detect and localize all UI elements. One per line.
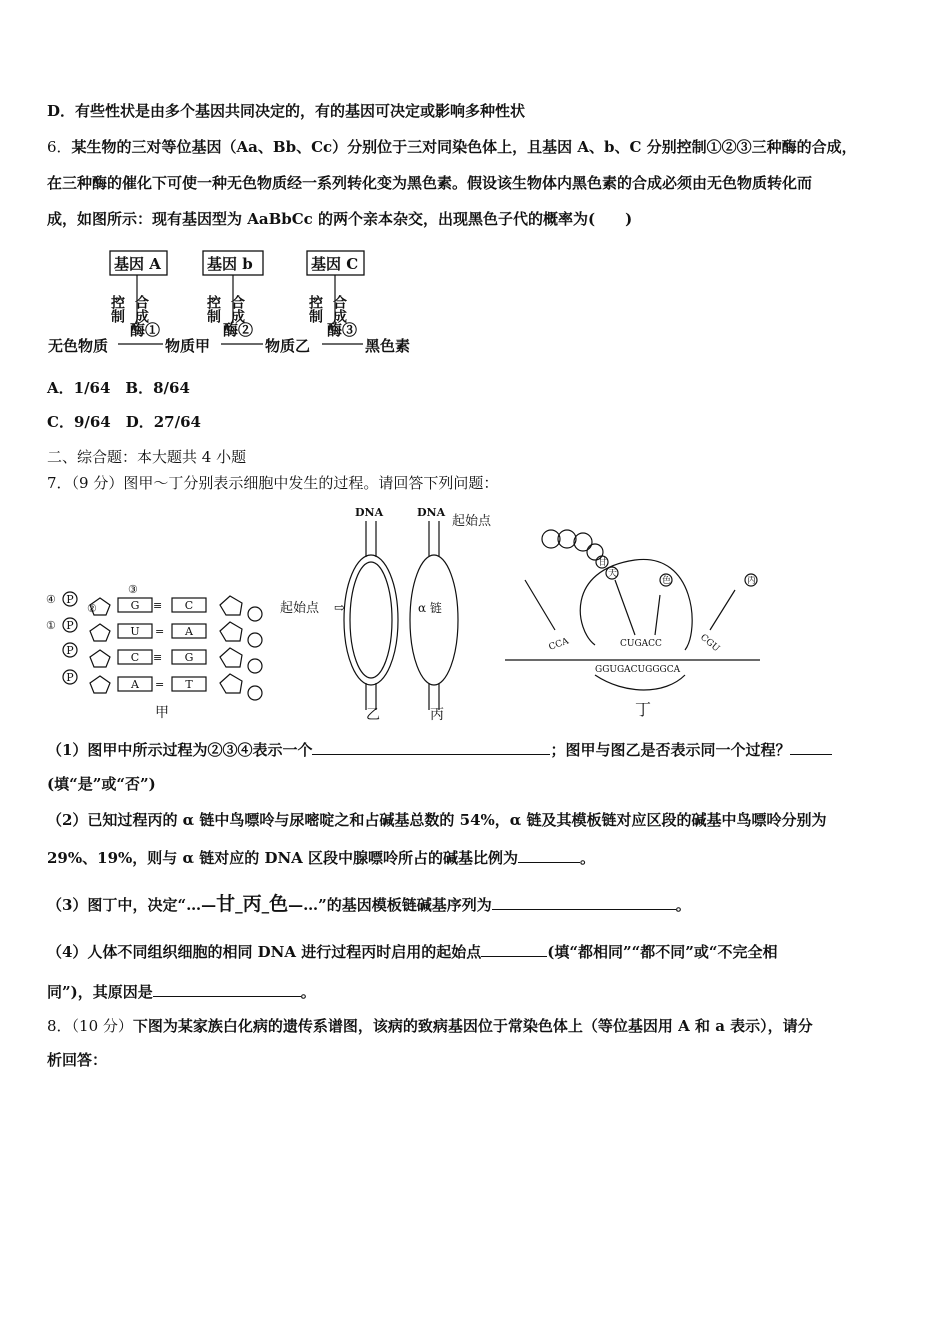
q7-number: 7． xyxy=(47,474,72,492)
label-1: ① xyxy=(46,619,56,632)
alpha-chain-label: α 链 xyxy=(418,601,442,615)
q6-options-ab: A．1/64 B．8/64 xyxy=(47,379,190,397)
gene-c-label: 基因 C xyxy=(311,255,359,273)
enzyme-pathway-diagram xyxy=(45,245,435,360)
q7-text: 图甲～丁分别表示细胞中发生的过程。请回答下列问题： xyxy=(123,474,499,492)
figure-ding-translation xyxy=(495,520,785,720)
enzyme-2-label: 酶② xyxy=(223,321,254,339)
svg-text:≡: ≡ xyxy=(153,599,163,612)
answer-blank-1b[interactable] xyxy=(790,738,832,755)
amino-bing-glyph: 丙 xyxy=(242,893,262,915)
synth-label: 合成 xyxy=(331,295,347,323)
svg-text:P: P xyxy=(66,619,74,632)
answer-blank-4a[interactable] xyxy=(481,940,547,957)
caption-bing: 丙 xyxy=(430,707,444,723)
q7-stem xyxy=(47,473,498,493)
control-label: 控制 xyxy=(307,295,323,323)
caption-jia: 甲 xyxy=(155,705,169,721)
amino-gan: 甘 xyxy=(598,558,608,568)
anticodon-cugacc: CUGACC xyxy=(620,639,662,649)
enzyme-3-label: 酶③ xyxy=(327,321,358,339)
enzyme-1-label: 酶① xyxy=(130,321,161,339)
q7-sub4-line1: （4）人体不同组织细胞的相同 DNA 进行过程丙时启用的起始点 (填“都相同”“都不同”或“不完全相 xyxy=(47,940,778,962)
q8-score: （10 分） xyxy=(71,1017,133,1035)
q7-sub2-line1: （2）已知过程丙的 α 链中鸟嘌呤与尿嘧啶之和占碱基总数的 54%，α 链及其模板链对应区段的碱基中鸟嘌呤分别为 xyxy=(47,811,827,829)
substance-yi: 物质乙 xyxy=(265,337,311,355)
base-g: G xyxy=(130,599,140,612)
base-t: T xyxy=(185,678,193,691)
q6-line3: 成，如图所示：现有基因型为 AaBbCc 的两个亲本杂交，出现黑色子代的概率为( ) xyxy=(47,210,633,228)
origin-label-bing: 起始点 xyxy=(452,514,492,529)
section-2-title: 二、综合题：本大题共 4 小题 xyxy=(47,448,247,466)
q7-sub4-line2: 同”)，其原因是 。 xyxy=(47,980,316,1002)
substance-melanin: 黑色素 xyxy=(365,337,411,355)
mrna-sequence: GGUGACUGGGCA xyxy=(595,665,681,675)
q7-sub1-line2: (填“是”或“否”) xyxy=(47,775,156,793)
dna-label-yi: DNA xyxy=(355,506,384,519)
substance-colorless: 无色物质 xyxy=(48,337,109,355)
q7-score: （9 分） xyxy=(71,474,124,492)
amino-bing: 丙 xyxy=(747,576,757,586)
q7-sub2-line2: 29%、19%，则与 α 链对应的 DNA 区段中腺嘌呤所占的碱基比例为 。 xyxy=(47,846,595,868)
anticodon-cca: CCA xyxy=(547,636,571,653)
q8-line1: 8．（10 分）下图为某家族白化病的遗传系谱图，该病的致病基因位于常染色体上（等位基因用 A 和 a 表示），请分 xyxy=(47,1017,813,1035)
label-2: ② xyxy=(87,602,97,615)
q6-options-cd: C．9/64 D．27/64 xyxy=(47,413,201,431)
label-3: ③ xyxy=(128,583,138,596)
answer-blank-1a[interactable] xyxy=(312,738,550,755)
amino-tian: 天 xyxy=(608,569,618,579)
svg-text:P: P xyxy=(66,671,74,684)
base-c: C xyxy=(184,599,194,612)
gene-b-label: 基因 b xyxy=(207,255,253,273)
svg-text:=: = xyxy=(155,678,165,691)
q6-line2: 在三种酶的催化下可使一种无色物质经一系列转化变为黑色素。假设该生物体内黑色素的合成必须由无色物质转化而 xyxy=(47,174,813,192)
svg-text:⇨: ⇨ xyxy=(334,601,345,616)
q6-line1 xyxy=(47,137,857,157)
control-label: 控制 xyxy=(109,295,125,323)
control-label: 控制 xyxy=(205,295,221,323)
svg-text:=: = xyxy=(155,625,165,638)
q7-sub3: （3）图丁中，决定“…—甘_丙_色—…”的基因模板链碱基序列为 。 xyxy=(47,893,691,915)
amino-se: 色 xyxy=(662,576,672,586)
svg-text:≡: ≡ xyxy=(153,651,163,664)
base-a: A xyxy=(131,678,139,691)
base-c: C xyxy=(130,651,140,664)
anticodon-cgu: CGU xyxy=(698,632,722,655)
amino-gan-glyph: 甘 xyxy=(216,893,236,915)
amino-se-glyph: 色 xyxy=(269,893,289,915)
q8-number: 8． xyxy=(47,1017,72,1035)
synth-label: 合成 xyxy=(229,295,245,323)
origin-label-yi: 起始点 xyxy=(280,601,320,616)
dna-label-bing: DNA xyxy=(417,506,446,519)
q7-sub1-line1: （1）图甲中所示过程为②③④表示一个 ；图甲与图乙是否表示同一个过程？ xyxy=(47,738,832,760)
q8-line2: 析回答： xyxy=(47,1051,108,1069)
q6-number: 6． xyxy=(47,138,72,156)
q5-option-d: D．有些性状是由多个基因共同决定的，有的基因可决定或影响多种性状 xyxy=(47,102,526,120)
answer-blank-2[interactable] xyxy=(518,846,580,863)
answer-blank-4b[interactable] xyxy=(153,980,301,997)
q6-text: 某生物的三对等位基因（Aa、Bb、Cc）分别位于三对同染色体上，且基因 A、b、C 分别控制①②③三种酶的合成， xyxy=(71,138,857,156)
svg-text:P: P xyxy=(66,593,74,606)
caption-ding: 丁 xyxy=(635,700,652,719)
answer-blank-3[interactable] xyxy=(492,893,676,910)
substance-jia: 物质甲 xyxy=(165,337,211,355)
base-g: G xyxy=(184,651,194,664)
figure-jia-yi-bing xyxy=(40,495,500,725)
svg-text:P: P xyxy=(66,644,74,657)
base-u: U xyxy=(130,625,140,638)
base-a: A xyxy=(185,625,193,638)
label-4: ④ xyxy=(46,593,56,606)
caption-yi: 乙 xyxy=(366,707,380,723)
gene-a-label: 基因 A xyxy=(114,255,161,273)
synth-label: 合成 xyxy=(133,295,149,323)
